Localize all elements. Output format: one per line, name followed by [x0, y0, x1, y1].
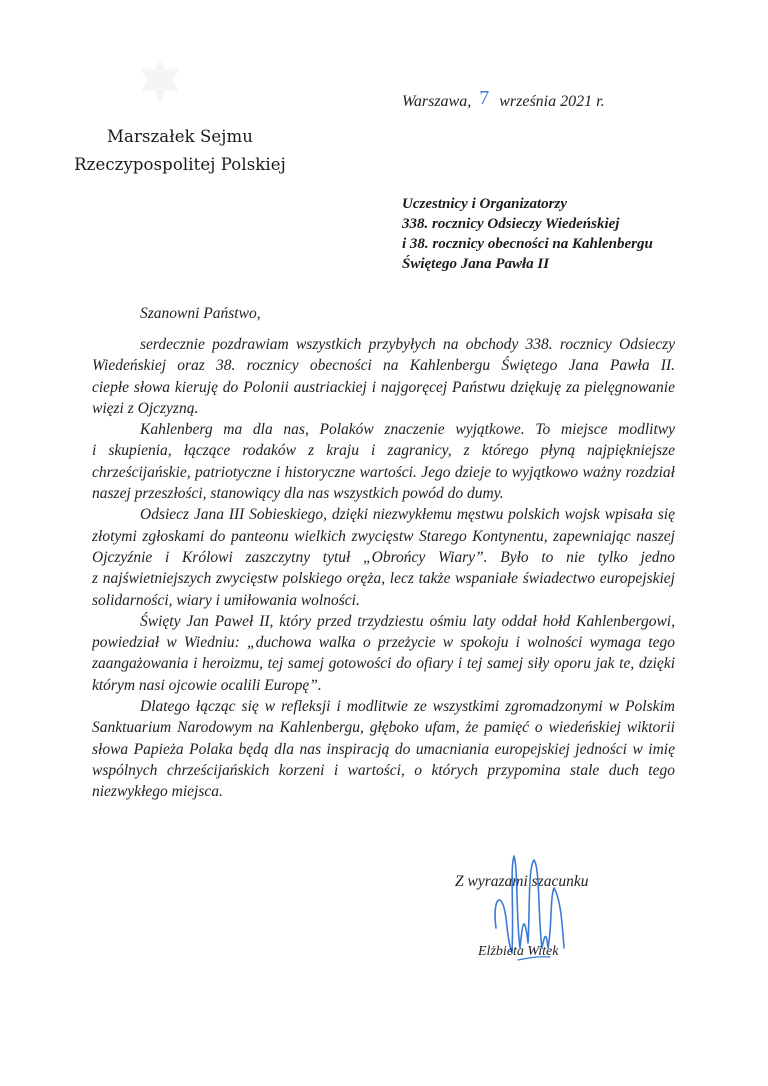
- recipient-line: Uczestnicy i Organizatorzy: [402, 196, 567, 212]
- body-line: serdecznie pozdrawiam wszystkich przybyłych na obchody 338. rocznicy Odsieczy: [140, 336, 675, 353]
- salutation: Szanowni Państwo,: [140, 305, 261, 322]
- issuer-subtitle: Rzeczypospolitej Polskiej: [74, 155, 286, 174]
- closing-phrase: Z wyrazami szacunku: [455, 873, 589, 890]
- recipient-line: i 38. rocznicy obecności na Kahlenbergu: [402, 236, 653, 252]
- letter-body: [92, 334, 675, 803]
- issuer-title: Marszałek Sejmu: [107, 127, 253, 146]
- body-line: zaangażowania i heroizmu, tej samej gotowości do ofiary i tej samej siły oporu jak te, dzięki: [92, 655, 675, 673]
- body-line: naszej przeszłości, stanowiący dla nas wszystkich powód do dumy.: [92, 485, 504, 503]
- body-line: Sanktuarium Narodowym na Kahlenbergu, głęboko ufam, że pamięć o wiedeńskiej wiktorii: [92, 719, 675, 737]
- body-line: i skupienia, łączące rodaków z kraju i zagranicy, z którego płyną najpiękniejsze: [92, 442, 675, 460]
- body-line: słowa Papieża Polaka będą dla nas inspiracją do umacniania europejskiej jedności w imię: [92, 740, 675, 758]
- letter-date: [402, 89, 605, 112]
- body-line: chrześcijańskie, patriotyczne i historyczne wartości. Jego dzieje to wyjątkowo ważny rozdział: [92, 463, 675, 481]
- recipient-line: Świętego Jana Pawła II: [402, 256, 550, 272]
- body-line: Wiedeńskiej oraz 38. rocznicy obecności na Kahlenbergu Świętego Jana Pawła II.: [92, 357, 675, 375]
- recipient-block: [402, 194, 653, 274]
- body-line: niezwykłego miejsca.: [92, 783, 223, 801]
- date-month-year: września 2021 r.: [499, 93, 605, 110]
- eagle-emblem-watermark: [135, 55, 185, 110]
- body-line: złotymi zgłoskami do panteonu wielkich zwycięstw Starego Kontynentu, zapewniając naszej: [92, 527, 675, 545]
- body-line: Kahlenberg ma dla nas, Polaków znaczenie wyjątkowe. To miejsce modlitwy: [140, 421, 675, 439]
- body-line: wspólnych chrześcijańskich korzeni i wartości, o których przypomina stale duch tego: [92, 761, 675, 779]
- body-line: solidarności, wiary i umiłowania wolności.: [92, 591, 360, 609]
- body-line: Odsiecz Jana III Sobieskiego, dzięki niezwykłemu męstwu polskich wojsk wpisała się: [140, 506, 675, 524]
- date-city: Warszawa,: [402, 93, 472, 110]
- body-line: ciepłe słowa kieruję do Polonii austriackiej i najgoręcej Państwu dziękuję za pielęgnowanie: [92, 378, 675, 396]
- body-line: Dlatego łącząc się w refleksji i modlitwie ze wszystkimi zgromadzonymi w Polskim: [140, 698, 675, 716]
- body-line: powiedział w Wiedniu: „duchowa walka o przeżycie w spokoju i wolności wymaga tego: [92, 634, 675, 652]
- body-line: którym nasi ojcowie ocalili Europę”.: [92, 676, 322, 694]
- signer-name: Elżbieta Witek: [478, 944, 559, 959]
- body-line: Ojczyźnie i Królowi zaszczytny tytuł „Obrońcy Wiary”. Było to nie tylko jedno: [92, 548, 675, 566]
- body-line: z najświetniejszych zwycięstw polskiego oręża, lecz także wspaniałe świadectwo europejskiej: [92, 570, 675, 588]
- body-line: więzi z Ojczyzną.: [92, 399, 199, 417]
- date-day-handwritten: 7: [479, 87, 490, 109]
- body-line: Święty Jan Paweł II, który przed trzydziestu ośmiu laty oddał hołd Kahlenbergowi,: [140, 612, 675, 630]
- recipient-line: 338. rocznicy Odsieczy Wiedeńskiej: [402, 216, 620, 232]
